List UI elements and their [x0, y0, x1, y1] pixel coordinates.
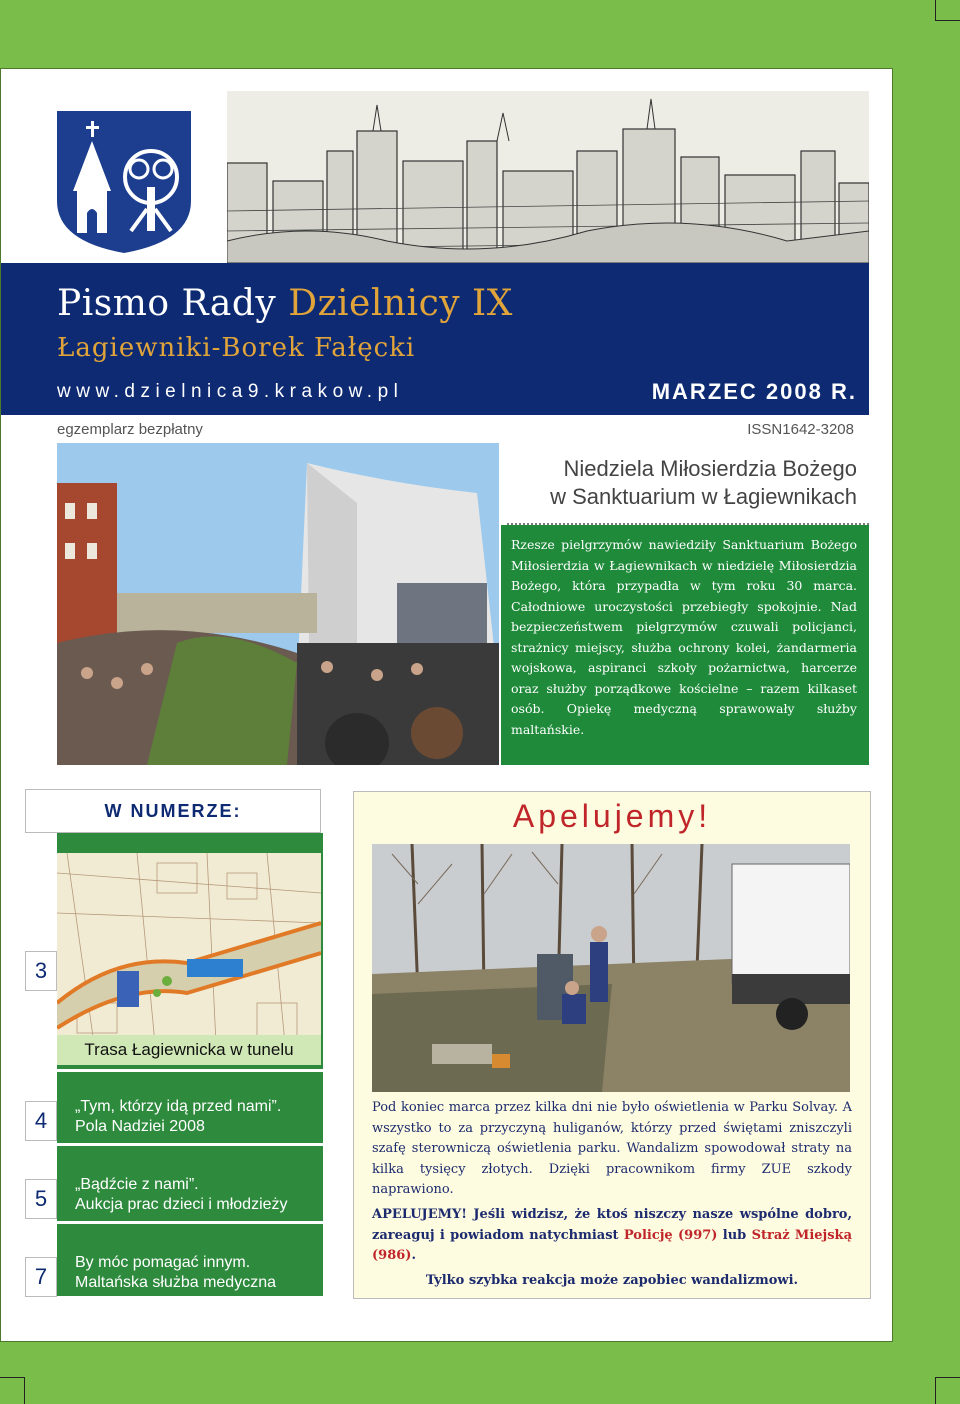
toc-divider [57, 1221, 323, 1224]
publication-title [57, 283, 513, 324]
appeal-call-lead: APELUJEMY! [372, 1206, 467, 1222]
map-caption: Trasa Łagiewnicka w tunelu [57, 1035, 321, 1065]
newsletter-page [0, 68, 893, 1342]
in-this-issue-label: W NUMERZE: [25, 789, 321, 833]
article-title [550, 455, 857, 511]
appeal-call-text: Jeśli widzisz, że ktoś niszczy nasze wspólne dobro, zareaguj i powiadom natychmiast [372, 1206, 852, 1243]
title-prefix: Pismo Rady [57, 283, 277, 324]
dotted-rule [507, 523, 869, 525]
article-header [501, 443, 869, 525]
toc-item-title: By móc pomagać innym. [75, 1254, 251, 1271]
park-repair-photo [372, 844, 850, 1092]
toc-page-number[interactable]: 3 [25, 951, 57, 991]
coat-of-arms-icon [1, 91, 225, 263]
toc-item-title: „Tym, którzy idą przed nami”. [75, 1098, 282, 1115]
appeal-dot: . [411, 1248, 416, 1264]
website-url[interactable]: www.dzielnica9.krakow.pl [57, 381, 404, 402]
toc-divider [57, 1296, 323, 1299]
masthead-artwork [1, 91, 869, 263]
title-highlight: Dzielnicy IX [288, 283, 513, 324]
lead-article [501, 443, 869, 765]
toc-item-subtitle: Pola Nadziei 2008 [75, 1118, 205, 1135]
crop-mark-top-right [935, 0, 960, 21]
publication-subtitle: Łagiewniki-Borek Fałęcki [57, 333, 416, 363]
crop-mark-bottom-right [935, 1377, 960, 1404]
masthead-band [1, 263, 869, 415]
toc-page-number[interactable]: 4 [25, 1101, 57, 1141]
district-logo [1, 91, 225, 263]
toc-item[interactable] [57, 1175, 323, 1215]
article-body: Rzesze pielgrzymów nawiedziły Sanktuarium Bożego Miłosierdzia w Łagiewnikach w niedzielę Miłosierdzia Bożego, która przypadła w tym roku 30 marca. Całodniowe uroczystości przebiegły spokojnie. Nad bezpieczeństwem pielgrzymów czuwali policjanci, strażnicy miejscy, służba ochrony kolei, żandarmeria wojskowa, aspiranci szkoły pożarnictwa, harcerze oraz służby porządkowe kościelne – razem kilkaset osób. Opiekę medyczną sprawowały służby maltańskie. [511, 537, 857, 737]
police-number: Policję (997) [623, 1227, 718, 1243]
sanctuary-crowd-photo [57, 443, 499, 765]
appeal-paragraph: Pod koniec marca przez kilka dni nie było oświetlenia w Parku Solvay. A wszystko to za przyczyną huliganów, którzy przed świętami zniszczyli szafę sterowniczą oświetlenia parku. Wandalizm spowodował straty na kilka tysięcy złotych. Dzięki pracownikom firmy ZUE szkody naprawiono. [372, 1100, 852, 1198]
toc-divider [57, 1143, 323, 1146]
appeal-text [372, 1098, 852, 1295]
toc-item[interactable] [57, 1097, 323, 1137]
appeal-panel [353, 791, 871, 1299]
city-guard-number: Straż Miejską (986) [372, 1227, 852, 1264]
toc-item-subtitle: Aukcja prac dzieci i młodzieży [75, 1196, 288, 1213]
toc-page-number[interactable]: 7 [25, 1257, 57, 1297]
toc-item-title: „Bądźcie z nami”. [75, 1176, 199, 1193]
issn-label: ISSN1642-3208 [747, 421, 854, 438]
toc-item[interactable] [57, 1253, 323, 1293]
appeal-title: Apelujemy! [512, 798, 712, 834]
article-title-line-1: Niedziela Miłosierdzia Bożego [563, 456, 857, 481]
toc-divider [57, 1069, 323, 1072]
toc-item-subtitle: Maltańska służba medyczna [75, 1274, 276, 1291]
appeal-call [372, 1205, 852, 1267]
appeal-or: lub [722, 1227, 747, 1243]
tunnel-route-map [57, 853, 321, 1065]
issue-date: MARZEC 2008 R. [651, 379, 857, 404]
appeal-closing: Tylko szybka reakcja może zapobiec wandalizmowi. [425, 1272, 799, 1288]
article-title-line-2: w Sanktuarium w Łagiewnikach [550, 484, 857, 509]
city-skyline-drawing [227, 91, 869, 263]
toc-page-number[interactable]: 5 [25, 1179, 57, 1219]
free-copy-label: egzemplarz bezpłatny [57, 421, 203, 438]
crop-mark-bottom-left [0, 1377, 25, 1404]
